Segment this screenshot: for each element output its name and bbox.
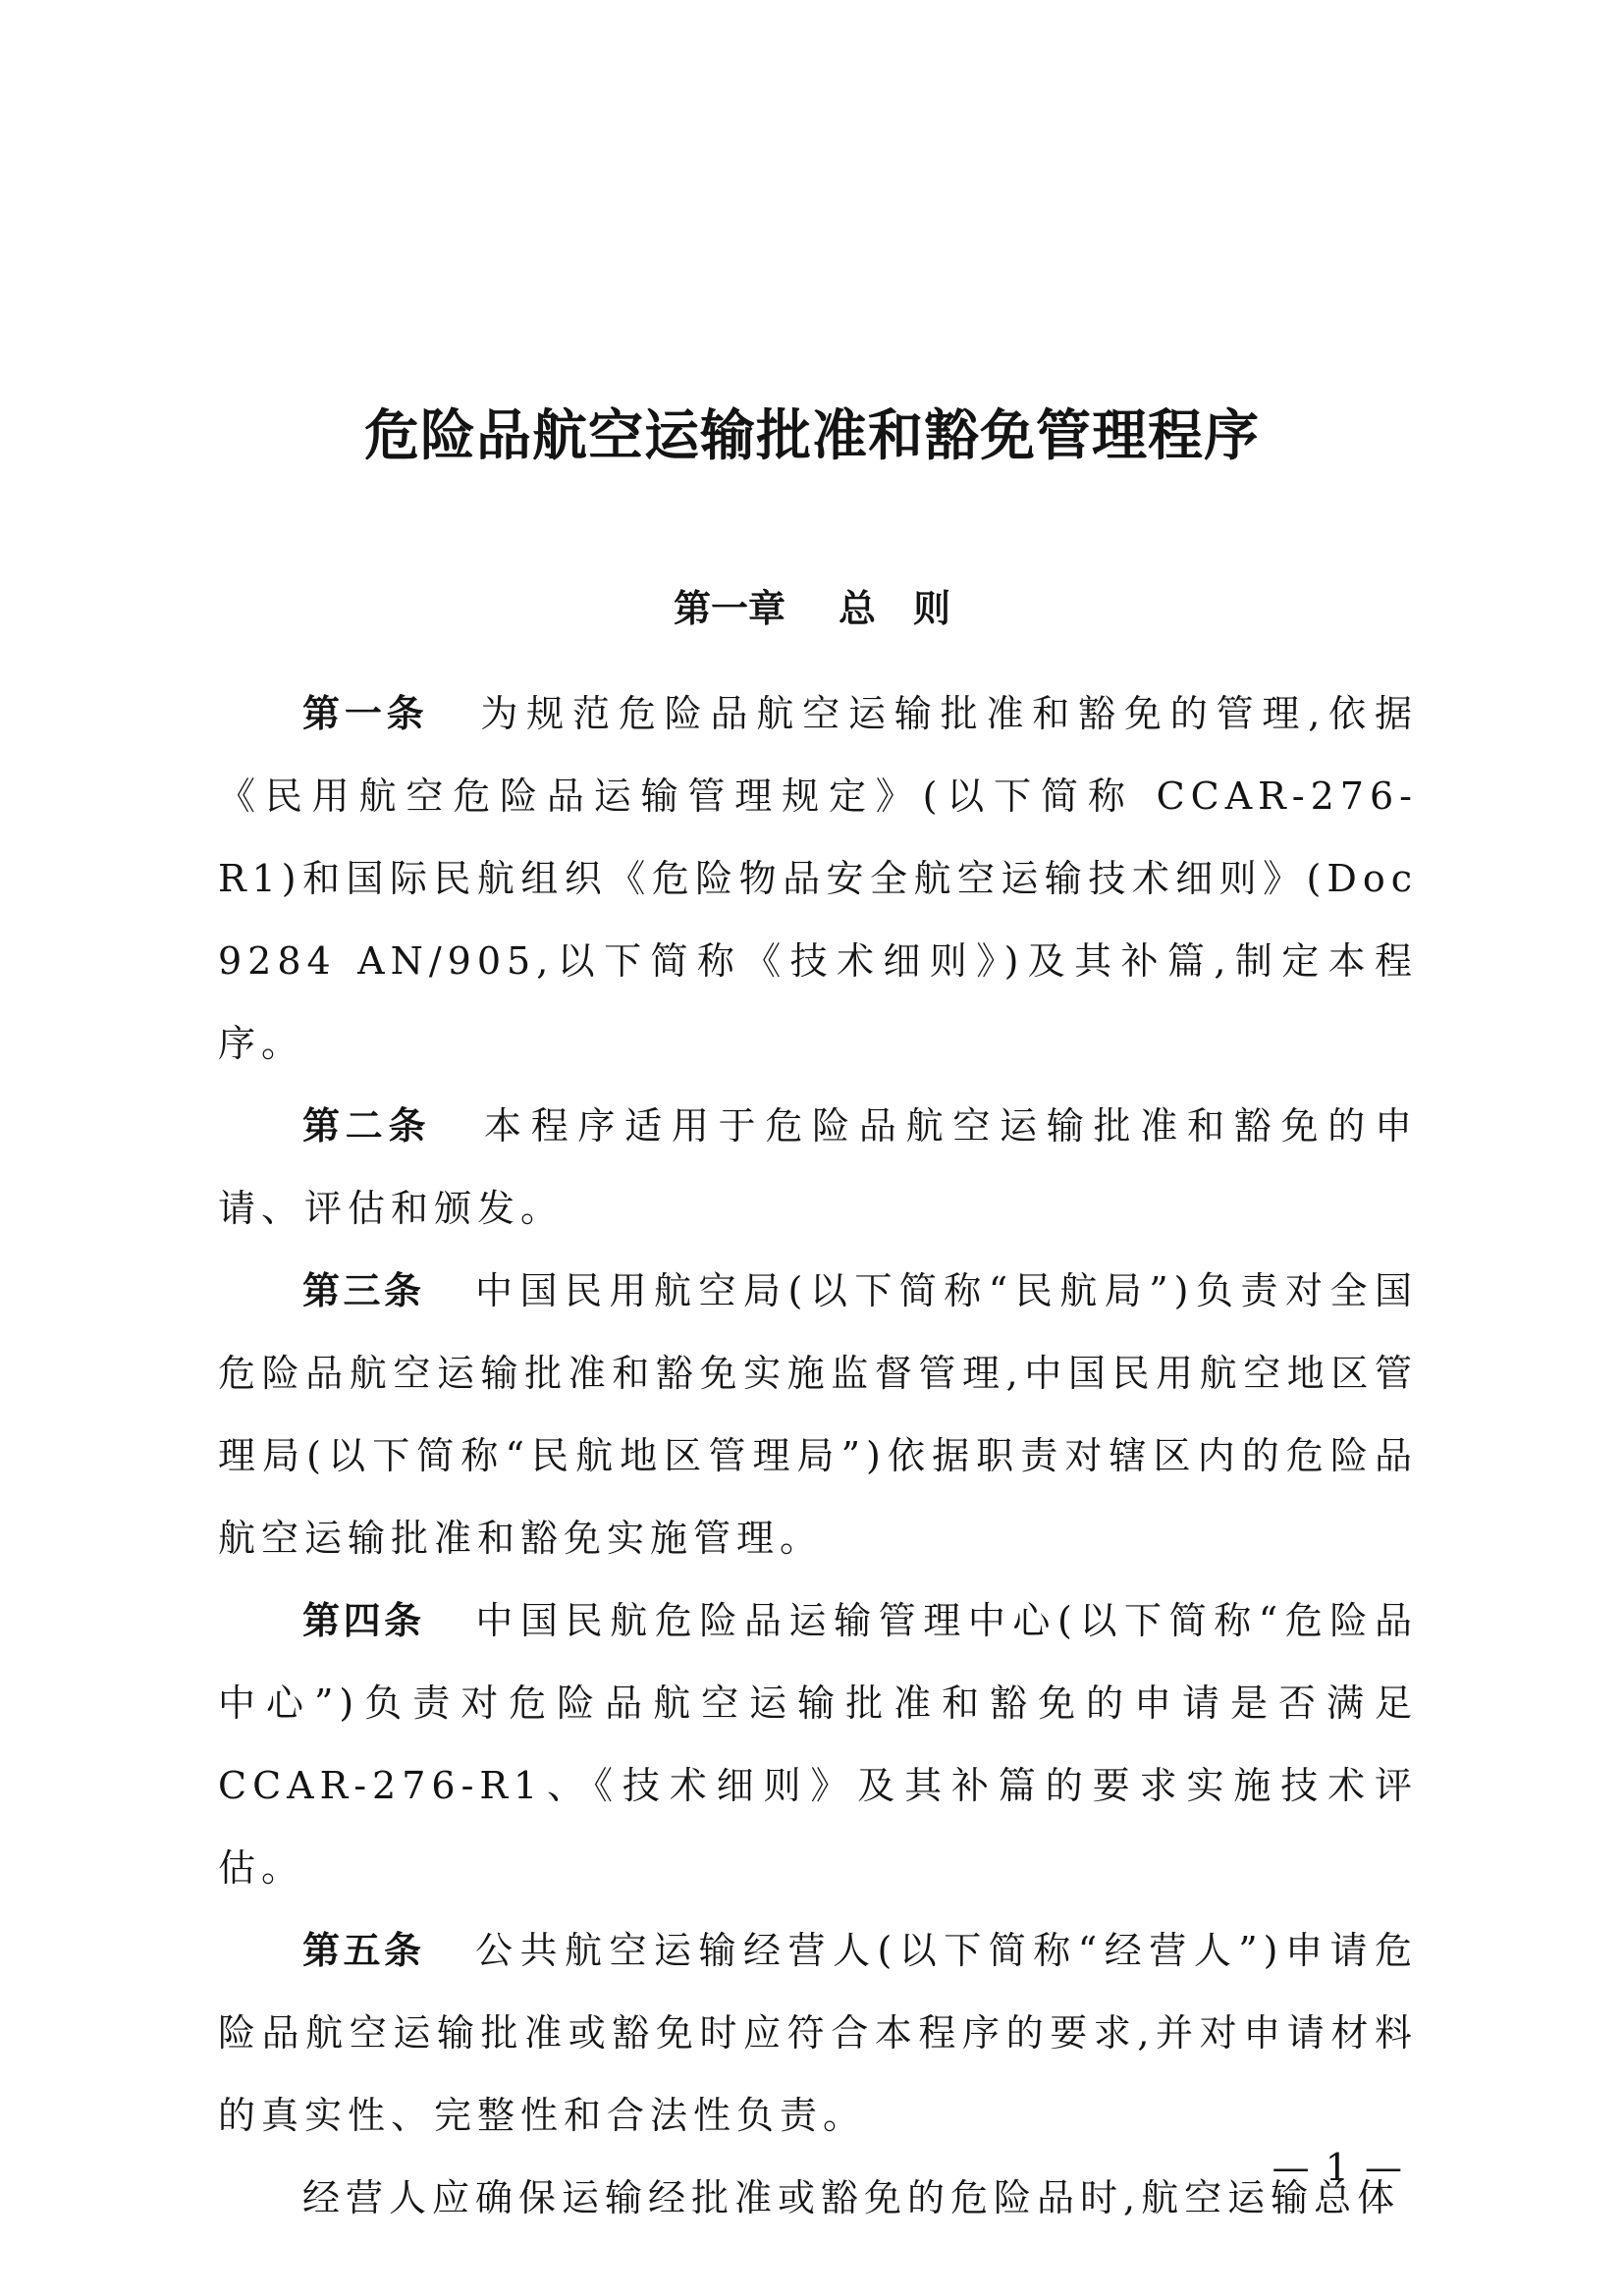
chapter-name: 总 则 (839, 587, 951, 630)
chapter-heading (0, 579, 1624, 638)
article-label: 第四条 (302, 1599, 425, 1642)
page-number: — 1 — (1272, 2146, 1404, 2189)
article-label: 第二条 (302, 1104, 432, 1148)
article-1 (218, 672, 1418, 1085)
article-text: 公共航空运输经营人(以下简称“经营人”)申请危险品航空运输批准或豁免时应符合本程序的要求,并对申请材料的真实性、完整性和合法性负责。 (218, 1929, 1418, 2137)
article-3 (218, 1250, 1418, 1579)
article-label: 第一条 (302, 692, 429, 735)
document-title: 危险品航空运输批准和豁免管理程序 (364, 404, 1260, 468)
article-5 (218, 1909, 1418, 2157)
article-text: 中国民航危险品运输管理中心(以下简称“危险品中心”)负责对危险品航空运输批准和豁免的申请是否满足 CCAR-276-R1、《技术细则》及其补篇的要求实施技术评估。 (218, 1599, 1418, 1890)
article-4 (218, 1579, 1418, 1909)
article-text: 中国民用航空局(以下简称“民航局”)负责对全国危险品航空运输批准和豁免实施监督管理,中国民用航空地区管理局(以下简称“民航地区管理局”)依据职责对辖区内的危险品航空运输批准和豁免实施管理。 (218, 1269, 1418, 1560)
article-label: 第五条 (302, 1929, 425, 1972)
article-2 (218, 1085, 1418, 1250)
body-text (218, 672, 1418, 2239)
article-label: 第三条 (302, 1269, 425, 1312)
continuation-paragraph: 经营人应确保运输经批准或豁免的危险品时,航空运输总体 (302, 2176, 1401, 2219)
chapter-label: 第一章 (673, 587, 785, 630)
article-text: 本程序适用于危险品航空运输批准和豁免的申请、评估和颁发。 (218, 1104, 1418, 1230)
article-text: 为规范危险品航空运输批准和豁免的管理,依据《民用航空危险品运输管理规定》(以下简称 CCAR-276-R1)和国际民航组织《危险物品安全航空运输技术细则》(Doc 9284 AN/905,以下简称《技术细则》)及其补篇,制定本程序。 (218, 692, 1418, 1065)
